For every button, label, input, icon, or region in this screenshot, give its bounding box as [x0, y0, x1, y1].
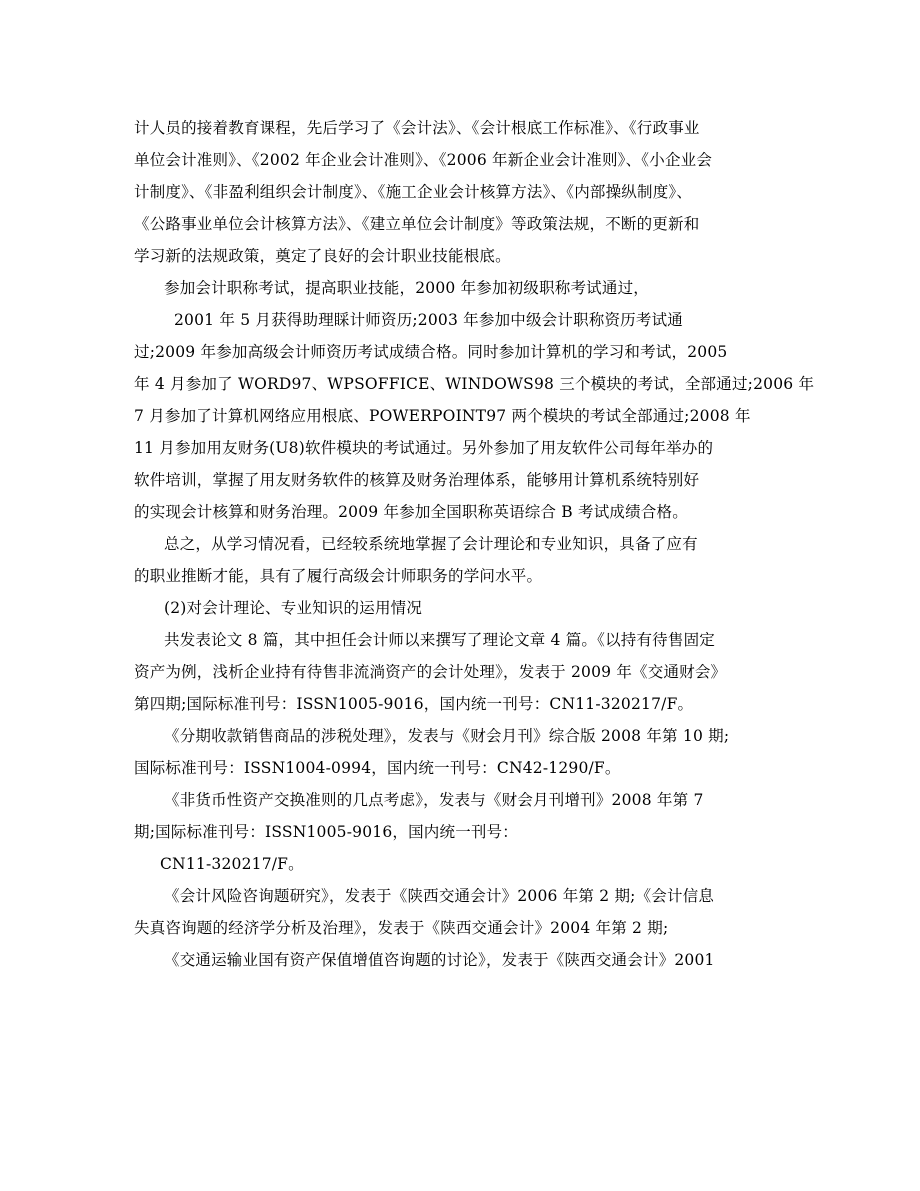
- text-line: 单位会计准则》、《2002 年企业会计准则》、《2006 年新企业会计准则》、《小企业会: [134, 151, 713, 169]
- text-line: 第四期;国际标准刊号：ISSN1005-9016，国内统一刊号：CN11-320217/F。: [134, 695, 694, 713]
- document-body: [134, 112, 815, 976]
- text-line: 计制度》、《非盈利组织会计制度》、《施工企业会计核算方法》、《内部操纵制度》、: [134, 183, 693, 201]
- paragraph-start-line: 总之，从学习情况看，已经较系统地掌握了会计理论和专业知识，具备了应有: [164, 535, 698, 553]
- text-line: 《公路事业单位会计核算方法》、《建立单位会计制度》等政策法规，不断的更新和: [134, 215, 700, 233]
- text-line: 7 月参加了计算机网络应用根底、POWERPOINT97 两个模块的考试全部通过;2008 年: [134, 407, 751, 425]
- text-line: 软件培训，掌握了用友财务软件的核算及财务治理体系，能够用计算机系统特别好: [134, 471, 700, 489]
- text-line: 学习新的法规政策，奠定了良好的会计职业技能根底。: [134, 247, 511, 265]
- text-line: 期;国际标准刊号：ISSN1005-9016，国内统一刊号：: [134, 823, 519, 841]
- paragraph-start-line: 《非货币性资产交换准则的几点考虑》，发表与《财会月刊增刊》2008 年第 7: [164, 791, 704, 809]
- paragraph-start-line: 2001 年 5 月获得助理睬计师资历;2003 年参加中级会计职称资历考试通: [174, 311, 683, 329]
- paragraph-start-line: 共发表论文 8 篇，其中担任会计师以来撰写了理论文章 4 篇。《以持有待售固定: [164, 631, 715, 649]
- text-line: 失真咨询题的经济学分析及治理》，发表于《陕西交通会计》2004 年第 2 期;: [134, 919, 669, 937]
- text-line: 计人员的接着教育课程，先后学习了《会计法》、《会计根底工作标准》、《行政事业: [134, 119, 700, 137]
- paragraph-start-line: 《交通运输业国有资产保值增值咨询题的讨论》，发表于《陕西交通会计》2001: [164, 951, 715, 969]
- text-line: 国际标准刊号：ISSN1004-0994，国内统一刊号：CN42-1290/F。: [134, 759, 621, 777]
- paragraph-start-line: 《会计风险咨询题研究》，发表于《陕西交通会计》2006 年第 2 期;《会计信息: [164, 887, 715, 905]
- paragraph-start-line: 参加会计职称考试，提高职业技能，2000 年参加初级职称考试通过，: [164, 279, 649, 297]
- section-heading: (2)对会计理论、专业知识的运用情况: [164, 599, 423, 617]
- text-line: 资产为例，浅析企业持有待售非流淌资产的会计处理》，发表于 2009 年《交通财会》: [134, 663, 727, 681]
- paragraph-start-line: 《分期收款销售商品的涉税处理》，发表与《财会月刊》综合版 2008 年第 10 期;: [164, 727, 730, 745]
- text-line: 的实现会计核算和财务治理。2009 年参加全国职称英语综合 B 考试成绩合格。: [134, 503, 688, 521]
- text-line: 11 月参加用友财务(U8)软件模块的考试通过。另外参加了用友软件公司每年举办的: [134, 439, 714, 457]
- text-line: 年 4 月参加了 WORD97、WPSOFFICE、WINDOWS98 三个模块的考试，全部通过;2006 年: [134, 375, 815, 393]
- text-line: 的职业推断才能，具有了履行高级会计师职务的学问水平。: [134, 567, 543, 585]
- text-line: CN11-320217/F。: [160, 855, 304, 873]
- text-line: 过;2009 年参加高级会计师资历考试成绩合格。同时参加计算机的学习和考试，2005: [134, 343, 728, 361]
